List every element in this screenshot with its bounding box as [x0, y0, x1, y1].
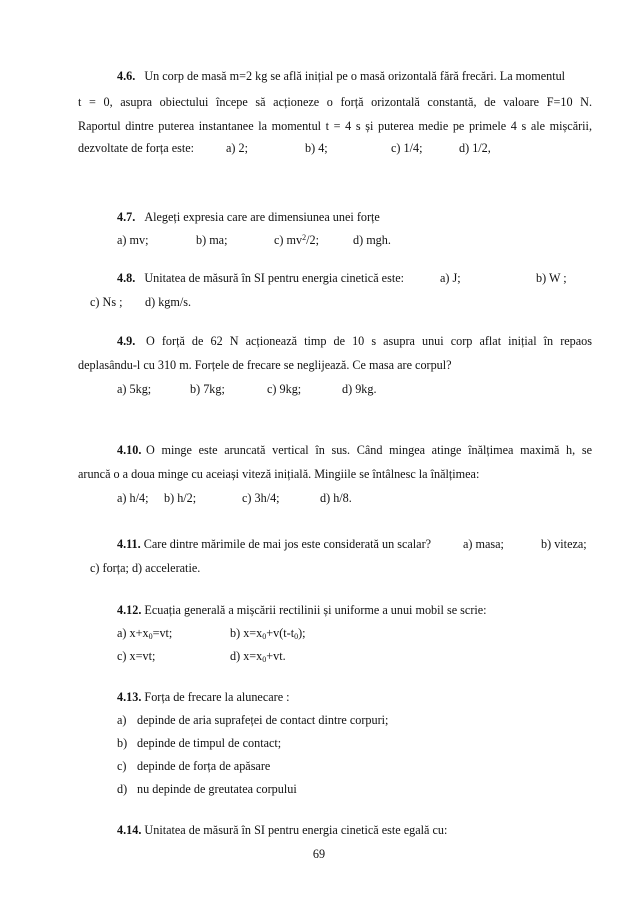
question-4-9-options	[117, 382, 517, 396]
question-number: 4.12.	[117, 603, 142, 617]
list-item	[117, 736, 517, 750]
question-text: Unitatea de măsură în SI pentru energia cinetică este egală cu:	[144, 823, 448, 837]
question-number: 4.9.	[117, 334, 136, 348]
question-4-11-options: c) forța; d) acceleratie.	[90, 561, 201, 575]
option-c: c) Ns ;	[90, 295, 123, 309]
option-c: c) $mv^2/2$;	[274, 233, 319, 247]
question-4-6-line-3: Raportul dintre puterea instantanee la momentul t = 4 s și puterea medie pe primele 4 s ale mișcării,	[78, 119, 592, 133]
list-item	[117, 713, 517, 727]
question-4-7-options	[117, 233, 517, 247]
option-c: c) x=vt;	[117, 649, 156, 663]
option-a: a) mv;	[117, 233, 149, 247]
option-b: b) 4;	[305, 141, 328, 155]
option-d: d) $x=x_0+vt$.	[230, 649, 286, 664]
question-4-12-options-row-2	[117, 649, 517, 663]
question-text: Un corp de masă m=2 kg se află inițial pe o masă orizontală fără frecări. La momentul	[144, 69, 566, 83]
option-d: d) h/8.	[320, 491, 352, 505]
question-text: O forță de 62 N acționează timp de 10 s asupra unui corp aflat inițial în repaos	[146, 334, 592, 348]
option-c: c) 1/4;	[391, 141, 423, 155]
option-letter: b)	[117, 736, 128, 750]
option-a: a) masa;	[463, 537, 504, 551]
question-text: O minge este aruncată vertical în sus. Când mingea atinge înălțimea maximă h, se	[146, 443, 592, 457]
page-number: 69	[312, 847, 326, 861]
question-4-7	[117, 210, 380, 224]
option-letter: d)	[117, 782, 128, 796]
option-d: d) 9kg.	[342, 382, 377, 396]
option-b: b) $x=x_0+v(t-t_0)$;	[230, 626, 306, 641]
question-number: 4.6.	[117, 69, 136, 83]
question-number: 4.7.	[117, 210, 136, 224]
list-item	[117, 759, 517, 773]
question-4-9-line-1	[78, 334, 592, 348]
question-text: Unitatea de măsură în SI pentru energia cinetică este:	[144, 271, 404, 285]
option-b: b) ma;	[196, 233, 228, 247]
question-4-10-line-1	[78, 443, 592, 457]
question-4-10-options	[117, 491, 517, 505]
question-number: 4.10.	[117, 443, 142, 457]
option-a: a) J;	[440, 271, 461, 285]
option-a: a) 5kg;	[117, 382, 152, 396]
question-text: dezvoltate de forța este:	[78, 141, 195, 155]
question-line	[117, 537, 431, 552]
question-text: Forța de frecare la alunecare :	[144, 690, 290, 704]
option-letter: a)	[117, 713, 127, 727]
question-number: 4.8.	[117, 271, 136, 285]
question-text: Alegeți expresia care are dimensiunea unei forțe	[144, 210, 380, 224]
option-text: depinde de aria suprafeței de contact dintre corpuri;	[137, 713, 389, 727]
option-b: b) h/2;	[164, 491, 197, 505]
option-d: d) mgh.	[353, 233, 391, 247]
option-text: nu depinde de greutatea corpului	[137, 782, 297, 796]
question-4-12	[117, 603, 487, 617]
question-number: 4.13.	[117, 690, 142, 704]
question-number: 4.11.	[117, 537, 141, 551]
option-d: d) kgm/s.	[145, 295, 192, 309]
question-4-9-line-2: deplasându-l cu 310 m. Forțele de frecare se neglijează. Ce masa are corpul?	[78, 358, 452, 372]
question-line	[117, 271, 404, 286]
question-number: 4.14.	[117, 823, 142, 837]
option-b: b) W ;	[536, 271, 567, 285]
question-4-12-options-row-1	[117, 626, 517, 640]
question-4-6-line-4	[78, 141, 598, 155]
question-4-6-line-2: t = 0, asupra obiectului începe să acționeze o forță orizontală constantă, de valoare F=10 N.	[78, 95, 592, 109]
option-a: a) 2;	[226, 141, 248, 155]
option-b: b) 7kg;	[190, 382, 225, 396]
option-letter: c)	[117, 759, 127, 773]
option-b: b) viteza;	[541, 537, 587, 551]
option-c: c) 3h/4;	[242, 491, 280, 505]
question-4-13	[117, 690, 290, 704]
option-a: a) $x+x_0=vt$;	[117, 626, 173, 641]
question-text: Ecuația generală a mișcării rectilinii și uniforme a unui mobil se scrie:	[144, 603, 487, 617]
question-4-14	[117, 823, 447, 837]
option-a: a) h/4;	[117, 491, 149, 505]
question-4-11	[78, 537, 598, 551]
question-4-8-options	[78, 295, 378, 309]
question-4-6-line-1	[117, 69, 565, 83]
option-text: depinde de timpul de contact;	[137, 736, 282, 750]
question-4-10-line-2: aruncă o a doua minge cu aceiași viteză inițială. Mingiile se întâlnesc la înălțimea:	[78, 467, 480, 481]
question-4-8	[78, 271, 598, 285]
option-text: depinde de forța de apăsare	[137, 759, 271, 773]
question-text: Care dintre mărimile de mai jos este considerată un scalar?	[143, 537, 432, 551]
option-d: d) 1/2,	[459, 141, 491, 155]
option-c: c) 9kg;	[267, 382, 302, 396]
list-item	[117, 782, 517, 796]
